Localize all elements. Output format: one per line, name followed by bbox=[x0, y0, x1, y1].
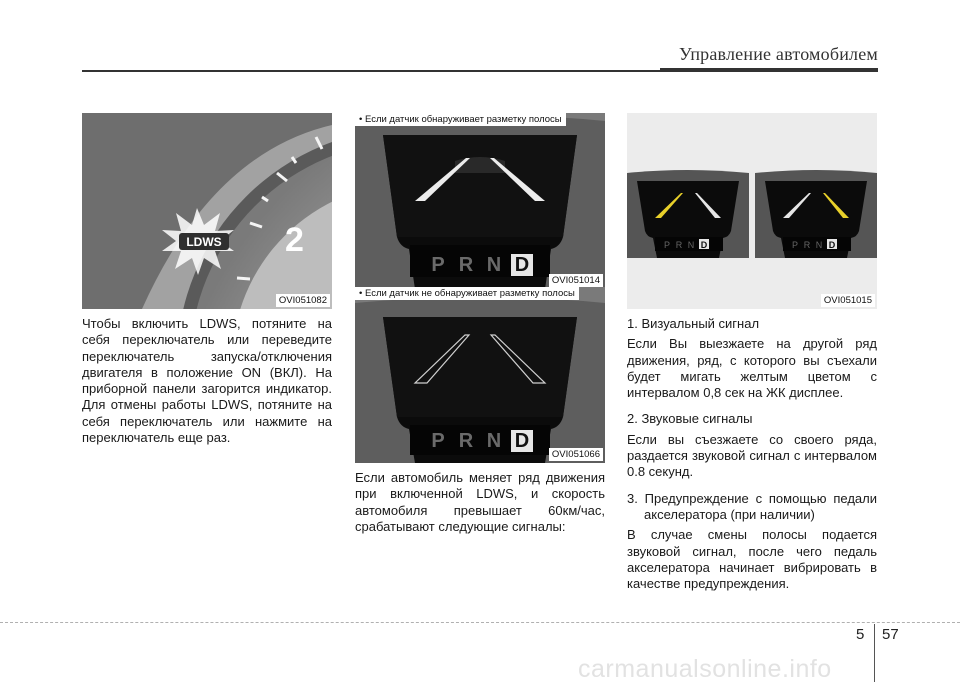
figure-lane-not-detected bbox=[355, 287, 605, 463]
cluster-illustration bbox=[82, 113, 332, 309]
section-number: 5 bbox=[856, 626, 865, 643]
gear-d: D bbox=[514, 430, 530, 452]
lcd-lane-detected bbox=[355, 113, 605, 289]
gear-n: N bbox=[687, 240, 695, 250]
column3-text bbox=[627, 316, 877, 602]
item1-text: Если Вы выезжаете на другой ряд движения, ряд, с которого вы съехали будет мигать желтым цветом с интервалом 0,8 сек на ЖК дисплее. bbox=[627, 336, 877, 401]
gear-d: D bbox=[828, 240, 836, 250]
gear-n: N bbox=[486, 430, 502, 452]
lane-change-paragraph: Если автомобиль меняет ряд движения при включенной LDWS, и скорость автомобиля превышает 60км/час, срабатывают следующие сигналы: bbox=[355, 470, 605, 534]
column2-text bbox=[355, 470, 605, 545]
lcd-lane-warning-pair bbox=[627, 113, 877, 309]
gear-r: R bbox=[803, 240, 811, 250]
gear-d: D bbox=[700, 240, 708, 250]
gear-r: R bbox=[675, 240, 683, 250]
gear-digit: 2 bbox=[285, 221, 304, 259]
figure-cluster-ldws bbox=[82, 113, 332, 309]
ldws-activation-paragraph: Чтобы включить LDWS, потяните на себя переключатель или переведите переключатель запуска/отключения двигателя в положение ON (ВКЛ). На приборной панели загорится индикатор. Для отмены работы LDWS, потяните на себя переключатель или нажмите на переключатель еще раз. bbox=[82, 316, 332, 446]
item1-title: 1. Визуальный сигнал bbox=[627, 316, 760, 331]
item2-title: 2. Звуковые сигналы bbox=[627, 411, 753, 427]
item3-text: В случае смены полосы подается звуковой сигнал, после чего педаль акселератора начинает вибрировать в качестве предупреждения. bbox=[627, 527, 877, 592]
watermark: carmanualsonline.info bbox=[578, 655, 832, 683]
gear-p: P bbox=[431, 430, 445, 452]
gear-r: R bbox=[458, 430, 474, 452]
gear-p: P bbox=[431, 254, 445, 276]
figure-code: OVI051066 bbox=[549, 448, 603, 461]
ldws-indicator-label: LDWS bbox=[186, 235, 222, 249]
column1-text bbox=[82, 316, 332, 456]
gear-r: R bbox=[458, 254, 474, 276]
header-title: Управление автомобилем bbox=[678, 44, 878, 64]
figure-code: OVI051014 bbox=[549, 274, 603, 287]
item2-text: Если вы съезжаете со своего ряда, раздается звуковой сигнал с интервалом 0.8 секунд. bbox=[627, 431, 877, 480]
lcd-lane-not-detected bbox=[355, 287, 605, 463]
item3-title: 3. Предупреждение с помощью педали акселератора (при наличии) bbox=[627, 490, 877, 522]
gear-p: P bbox=[663, 240, 671, 250]
header-rule-accent bbox=[660, 68, 878, 72]
figure-caption: • Если датчик не обнаруживает разметку полосы bbox=[355, 287, 579, 300]
figure-lane-detected bbox=[355, 113, 605, 289]
gear-n: N bbox=[815, 240, 823, 250]
figure-lane-warning bbox=[627, 113, 877, 309]
figure-code: OVI051082 bbox=[276, 294, 330, 307]
gear-p: P bbox=[791, 240, 799, 250]
page-number-divider bbox=[874, 624, 875, 682]
gear-n: N bbox=[486, 254, 502, 276]
footer-rule bbox=[0, 622, 960, 623]
figure-caption: • Если датчик обнаруживает разметку полосы bbox=[355, 113, 566, 126]
figure-code: OVI051015 bbox=[821, 294, 875, 307]
page-number: 57 bbox=[882, 626, 899, 643]
gear-d: D bbox=[514, 254, 530, 276]
